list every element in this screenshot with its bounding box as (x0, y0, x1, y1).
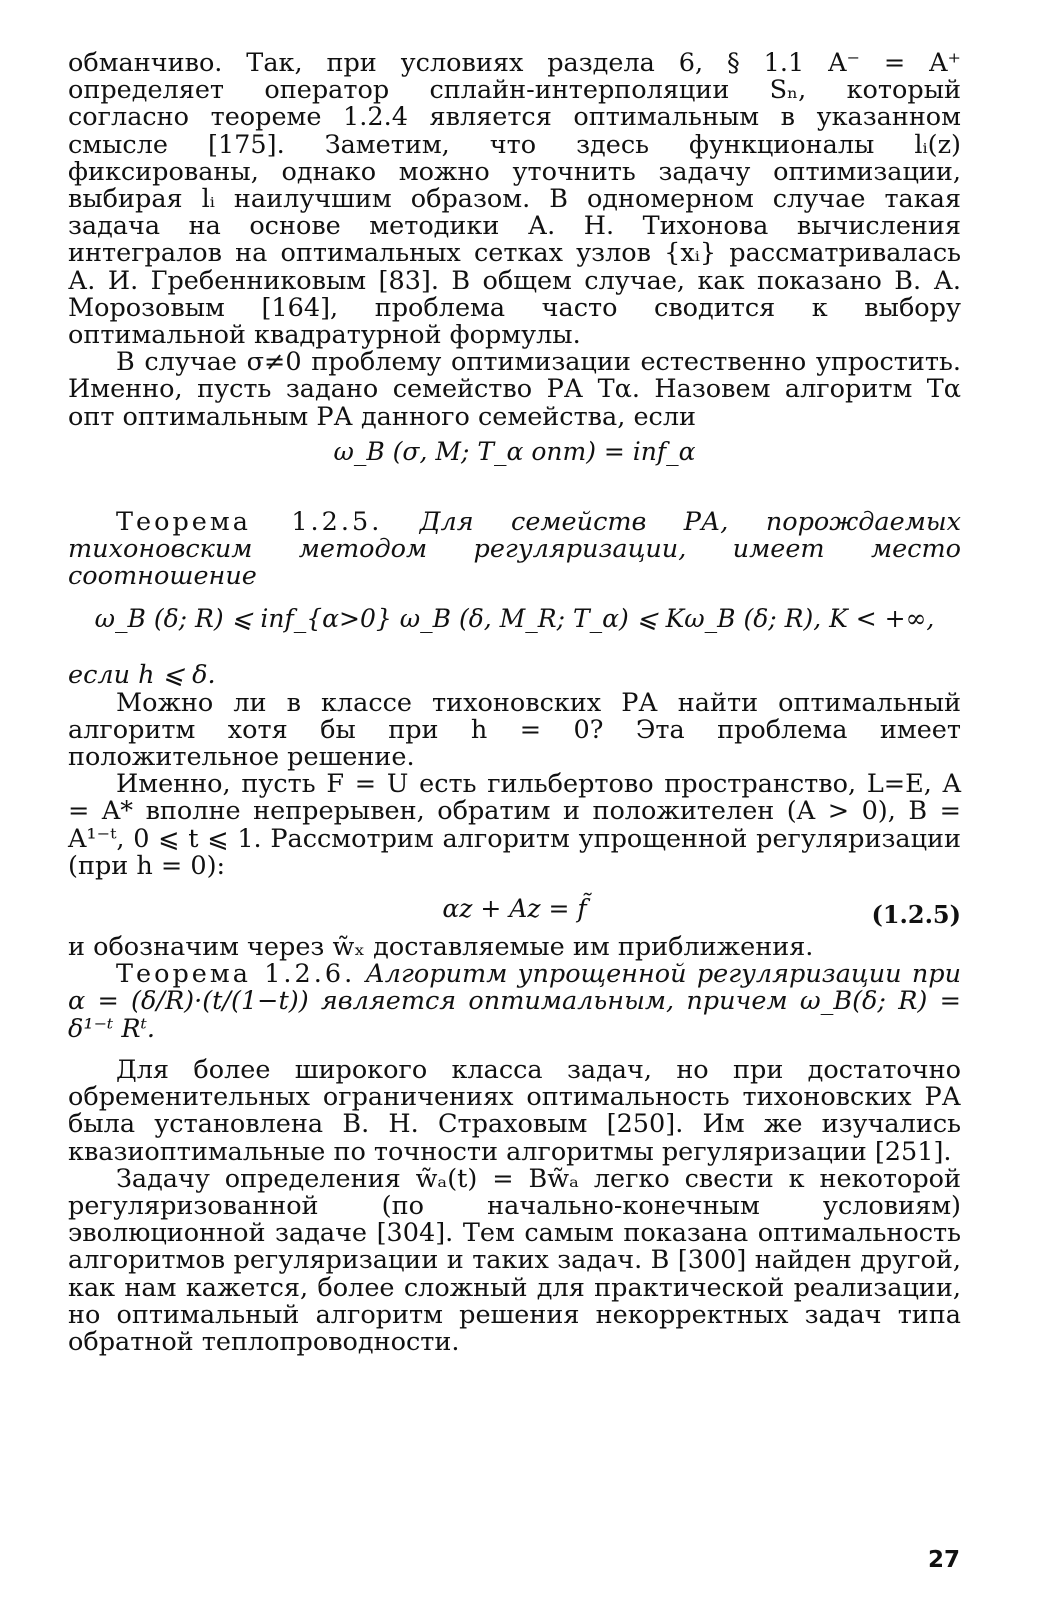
formula-2: ω_B (δ; R) ⩽ inf_{α>0} ω_B (δ, M_R; T_α) ⩽ Kω_B (δ; R), K < +∞, (94, 604, 935, 634)
formula-1: ω_B (σ, M; T_α опт) = inf_α (333, 436, 696, 466)
paragraph-3: Можно ли в классе тихоновских РА найти оптимальный алгоритм хотя бы при h = 0? Эта проблема имеет положительное решение. (68, 687, 961, 773)
theorem-text: Для семейств РА, порождаемых тихоновским методом регуляризации, имеет место соотношение (68, 506, 962, 592)
theorem-1-2-6 (68, 961, 961, 1043)
equation-number: (1.2.5) (871, 900, 961, 930)
paragraph-2: В случае σ≠0 проблему оптимизации естественно упростить. Именно, пусть задано семейство РА Tα. Назовем алгоритм Tα опт оптимальным РА данного семейства, если (68, 347, 961, 432)
paragraph-5: и обозначим через w̃ₓ доставляемые им приближения. (68, 932, 814, 963)
paragraph-1: обманчиво. Так, при условиях раздела 6, § 1.1 A⁻ = A⁺ определяет оператор сплайн-интерполяции Sₙ, который согласно теореме 1.2.4 является оптимальным в указанном смысле [175]. Заметим, что здесь функционалы lᵢ(z) фиксированы, однако можно уточнить задачу оптимизации, выбирая lᵢ наилучшим образом. В одномерном случае такая задача на основе методики А. Н. Тихонова вычисления интегралов на оптимальных сетках узлов {xᵢ} рассматривалась А. И. Гребенниковым [83]. В общем случае, как показано В. А. Морозовым [164], проблема часто сводится к выбору оптимальной квадратурной формулы. (68, 48, 961, 351)
formula-3-block (68, 894, 961, 934)
theorem-heading: Теорема 1.2.6. (116, 959, 356, 990)
paragraph-6: Для более широкого класса задач, но при достаточно обременительных ограничениях оптимальность тихоновских РА была установлена В. Н. Страховым [250]. Им же изучались квазиоптимальные по точности алгоритмы регуляризации [251]. (68, 1054, 961, 1167)
theorem-1-2-5 (68, 506, 962, 592)
page-number: 27 (927, 1547, 960, 1573)
formula-3: αz + Az = f̃ (442, 894, 587, 924)
theorem-heading: Теорема 1.2.5. (116, 506, 383, 537)
page-body (68, 50, 961, 1356)
condition-text: если h ⩽ δ. (68, 660, 216, 691)
theorem-text: Алгоритм упрощенной регуляризации при α = (δ/R)·(t/(1−t)) является оптимальным, причем ω_B(δ; R) = δ¹⁻ᵗ Rᵗ. (68, 959, 961, 1044)
paragraph-4: Именно, пусть F = U есть гильбертово пространство, L=E, A = A* вполне непрерывен, обратим и положителен (A > 0), B = A¹⁻ᵗ, 0 ⩽ t ⩽ 1. Рассмотрим алгоритм упрощенной регуляризации (при h = 0): (68, 769, 961, 881)
paragraph-7: Задачу определения w̃ₐ(t) = Bw̃ₐ легко свести к некоторой регуляризованной (по начально-конечным условиям) эволюционной задаче [304]. Тем самым показана оптимальность алгоритмов регуляризации и таких задач. В [300] найден другой, как нам кажется, более сложный для практической реализации, но оптимальный алгоритм решения некорректных задач типа обратной теплопроводности. (68, 1163, 961, 1357)
